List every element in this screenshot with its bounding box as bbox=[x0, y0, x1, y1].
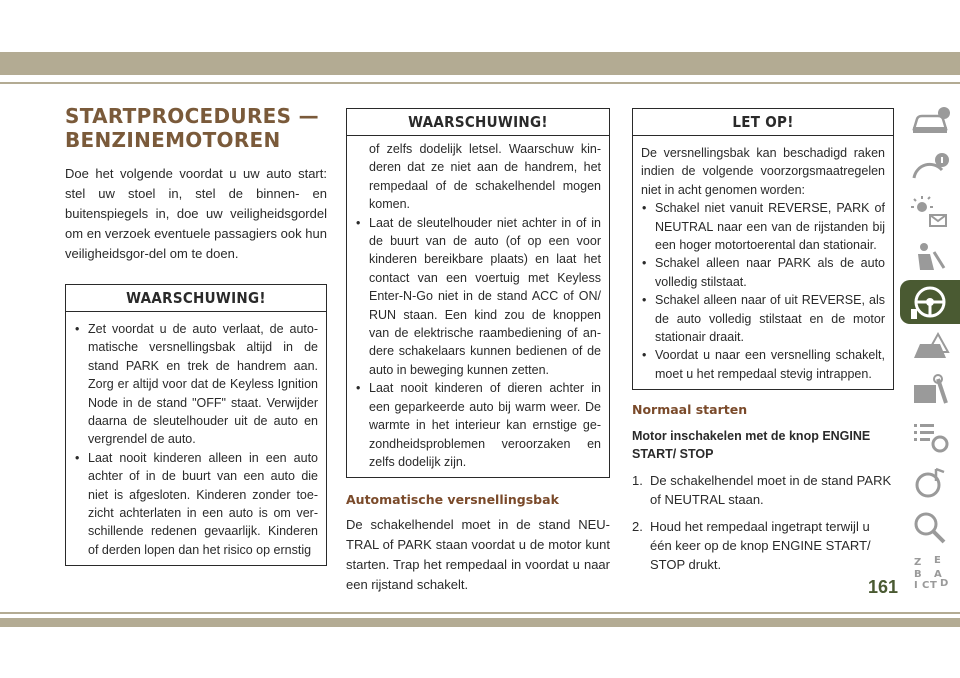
title-line-1: STARTPROCEDURES — bbox=[65, 104, 319, 128]
step-item bbox=[632, 471, 894, 509]
search-icon[interactable] bbox=[900, 505, 960, 549]
warning-item: • Zet voordat u de auto verlaat, de auto-matische versnellingsbak altijd in de stand PARK en trek de handrem aan. Zorg er altijd voor dat de Keyless Ignition Node in de stand "OFF" staat. Verwijder daarna de sleutelhouder uit de auto en vergrendel de auto. bbox=[74, 320, 318, 449]
page-number: 161 bbox=[868, 577, 899, 597]
step-text: De schakelhendel moet in de stand PARK of NEUTRAL staan. bbox=[650, 473, 892, 508]
caution-item: • Schakel alleen naar of uit REVERSE, als de auto volledig stilstaat en de motor stationair draait. bbox=[641, 291, 885, 346]
top-rule bbox=[0, 82, 960, 84]
caution-item: • Voordat u naar een versnelling schakelt, moet u het rempedaal stevig intrappen. bbox=[641, 346, 885, 383]
caution-item: • Schakel niet vanuit REVERSE, PARK of NEUTRAL naar een van de rijstanden bij een hoger motortoerental dan stationair. bbox=[641, 199, 885, 254]
subheading-transmission: Automatische versnellingsbak bbox=[346, 492, 559, 508]
warning-continuation: of zelfs dodelijk letsel. Waarschuw kin-deren dat ze niet aan de handrem, het rempedaal of de schakelhendel mogen komen. bbox=[369, 142, 601, 212]
warning-list bbox=[355, 214, 601, 472]
bottom-rule bbox=[0, 612, 960, 614]
start-steps bbox=[632, 471, 894, 574]
subheading-normal-start: Normaal starten bbox=[632, 402, 748, 418]
title-line-2: BENZINEMOTOREN bbox=[65, 128, 281, 152]
step-item bbox=[632, 517, 894, 574]
caution-item: • Schakel alleen naar PARK als de auto volledig stilstaat. bbox=[641, 254, 885, 291]
index-letters-icon[interactable] bbox=[900, 550, 960, 594]
step-text: Houd het rempedaal ingetrapt terwijl u één keer op de knop ENGINE START/ STOP drukt. bbox=[650, 519, 871, 573]
caution-intro: De versnellingsbak kan beschadigd raken indien de volgende voorzorgsmaatregelen niet in acht genomen worden: bbox=[641, 146, 885, 197]
caution-list bbox=[641, 199, 885, 383]
multimedia-icon[interactable] bbox=[900, 460, 960, 504]
car-info-icon[interactable] bbox=[900, 100, 960, 144]
maintenance-schedule-icon[interactable] bbox=[900, 415, 960, 459]
warning-item: • Laat nooit kinderen of dieren achter in een geparkeerde auto bij warm weer. De warmte in het interieur kan ernstige ge-zondheidsproblemen veroorzaken en zelfs dodelijk zijn. bbox=[355, 379, 601, 471]
airbag-safety-icon[interactable] bbox=[900, 235, 960, 279]
warning-lights-icon[interactable] bbox=[900, 190, 960, 234]
warning-item: • Laat nooit kinderen alleen in een auto achter of in de buurt van een auto die niet is afgesloten. Kinderen zonder toe-zicht achterlaten in een auto is om ver-schillende redenen gevaarlijk. Kinderen of derden lopen dan het risico op ernstig bbox=[74, 449, 318, 559]
transmission-paragraph: De schakelhendel moet in de stand NEU-TRAL of PARK staan voordat u de motor kunt starten. Trap het rempedaal in voordat u naar een rijstand schakelt. bbox=[346, 517, 610, 593]
warning-box-1 bbox=[65, 284, 327, 566]
service-tools-icon[interactable] bbox=[900, 370, 960, 414]
warning-title: WAARSCHUWING! bbox=[347, 109, 609, 136]
dashboard-info-icon[interactable] bbox=[900, 145, 960, 189]
step-number: 2. bbox=[632, 519, 643, 535]
warning-box-2 bbox=[346, 108, 610, 478]
svg-text:A: A bbox=[934, 569, 942, 580]
svg-text:D: D bbox=[940, 578, 949, 589]
svg-text:Z: Z bbox=[914, 557, 922, 568]
column-1 bbox=[65, 100, 327, 566]
step-number: 1. bbox=[632, 473, 643, 489]
caution-box bbox=[632, 108, 894, 390]
chapter-tabs bbox=[900, 100, 960, 590]
svg-text:I: I bbox=[914, 580, 918, 591]
svg-text:E: E bbox=[934, 555, 941, 566]
steering-wheel-icon[interactable] bbox=[900, 280, 960, 324]
warning-item: • Laat de sleutelhouder niet achter in of in de buurt van de auto (of op een voor kinderen bereikbare plaats) en laat het contact van een voertuig met Keyless Enter-N-Go niet in de stand ACC of ON/ RUN staan. Een kind zou de knoppen van de elektrische raambediening of an-dere schakelaars kunnen bedienen of de auto in beweging kunnen zetten. bbox=[355, 214, 601, 380]
svg-text:C: C bbox=[922, 580, 930, 591]
svg-text:T: T bbox=[930, 580, 937, 591]
section-title bbox=[65, 104, 327, 152]
warning-list bbox=[74, 320, 318, 559]
intro-paragraph: Doe het volgende voordat u uw auto start: stel uw stoel in, stel de binnen- en buitenspiegels in, doe uw veiligheidsgordel om en verzoek eventuele passagiers ook hun veiligheidsgor-del om te doen. bbox=[65, 166, 327, 261]
roadside-hazard-icon[interactable] bbox=[900, 325, 960, 369]
svg-text:B: B bbox=[914, 569, 922, 580]
warning-title: WAARSCHUWING! bbox=[66, 285, 326, 312]
caution-title: LET OP! bbox=[633, 109, 893, 136]
engine-start-heading: Motor inschakelen met de knop ENGINE START/ STOP bbox=[632, 429, 871, 462]
bottom-band bbox=[0, 618, 960, 627]
top-band bbox=[0, 52, 960, 75]
column-2 bbox=[346, 108, 610, 595]
column-3 bbox=[632, 108, 894, 574]
